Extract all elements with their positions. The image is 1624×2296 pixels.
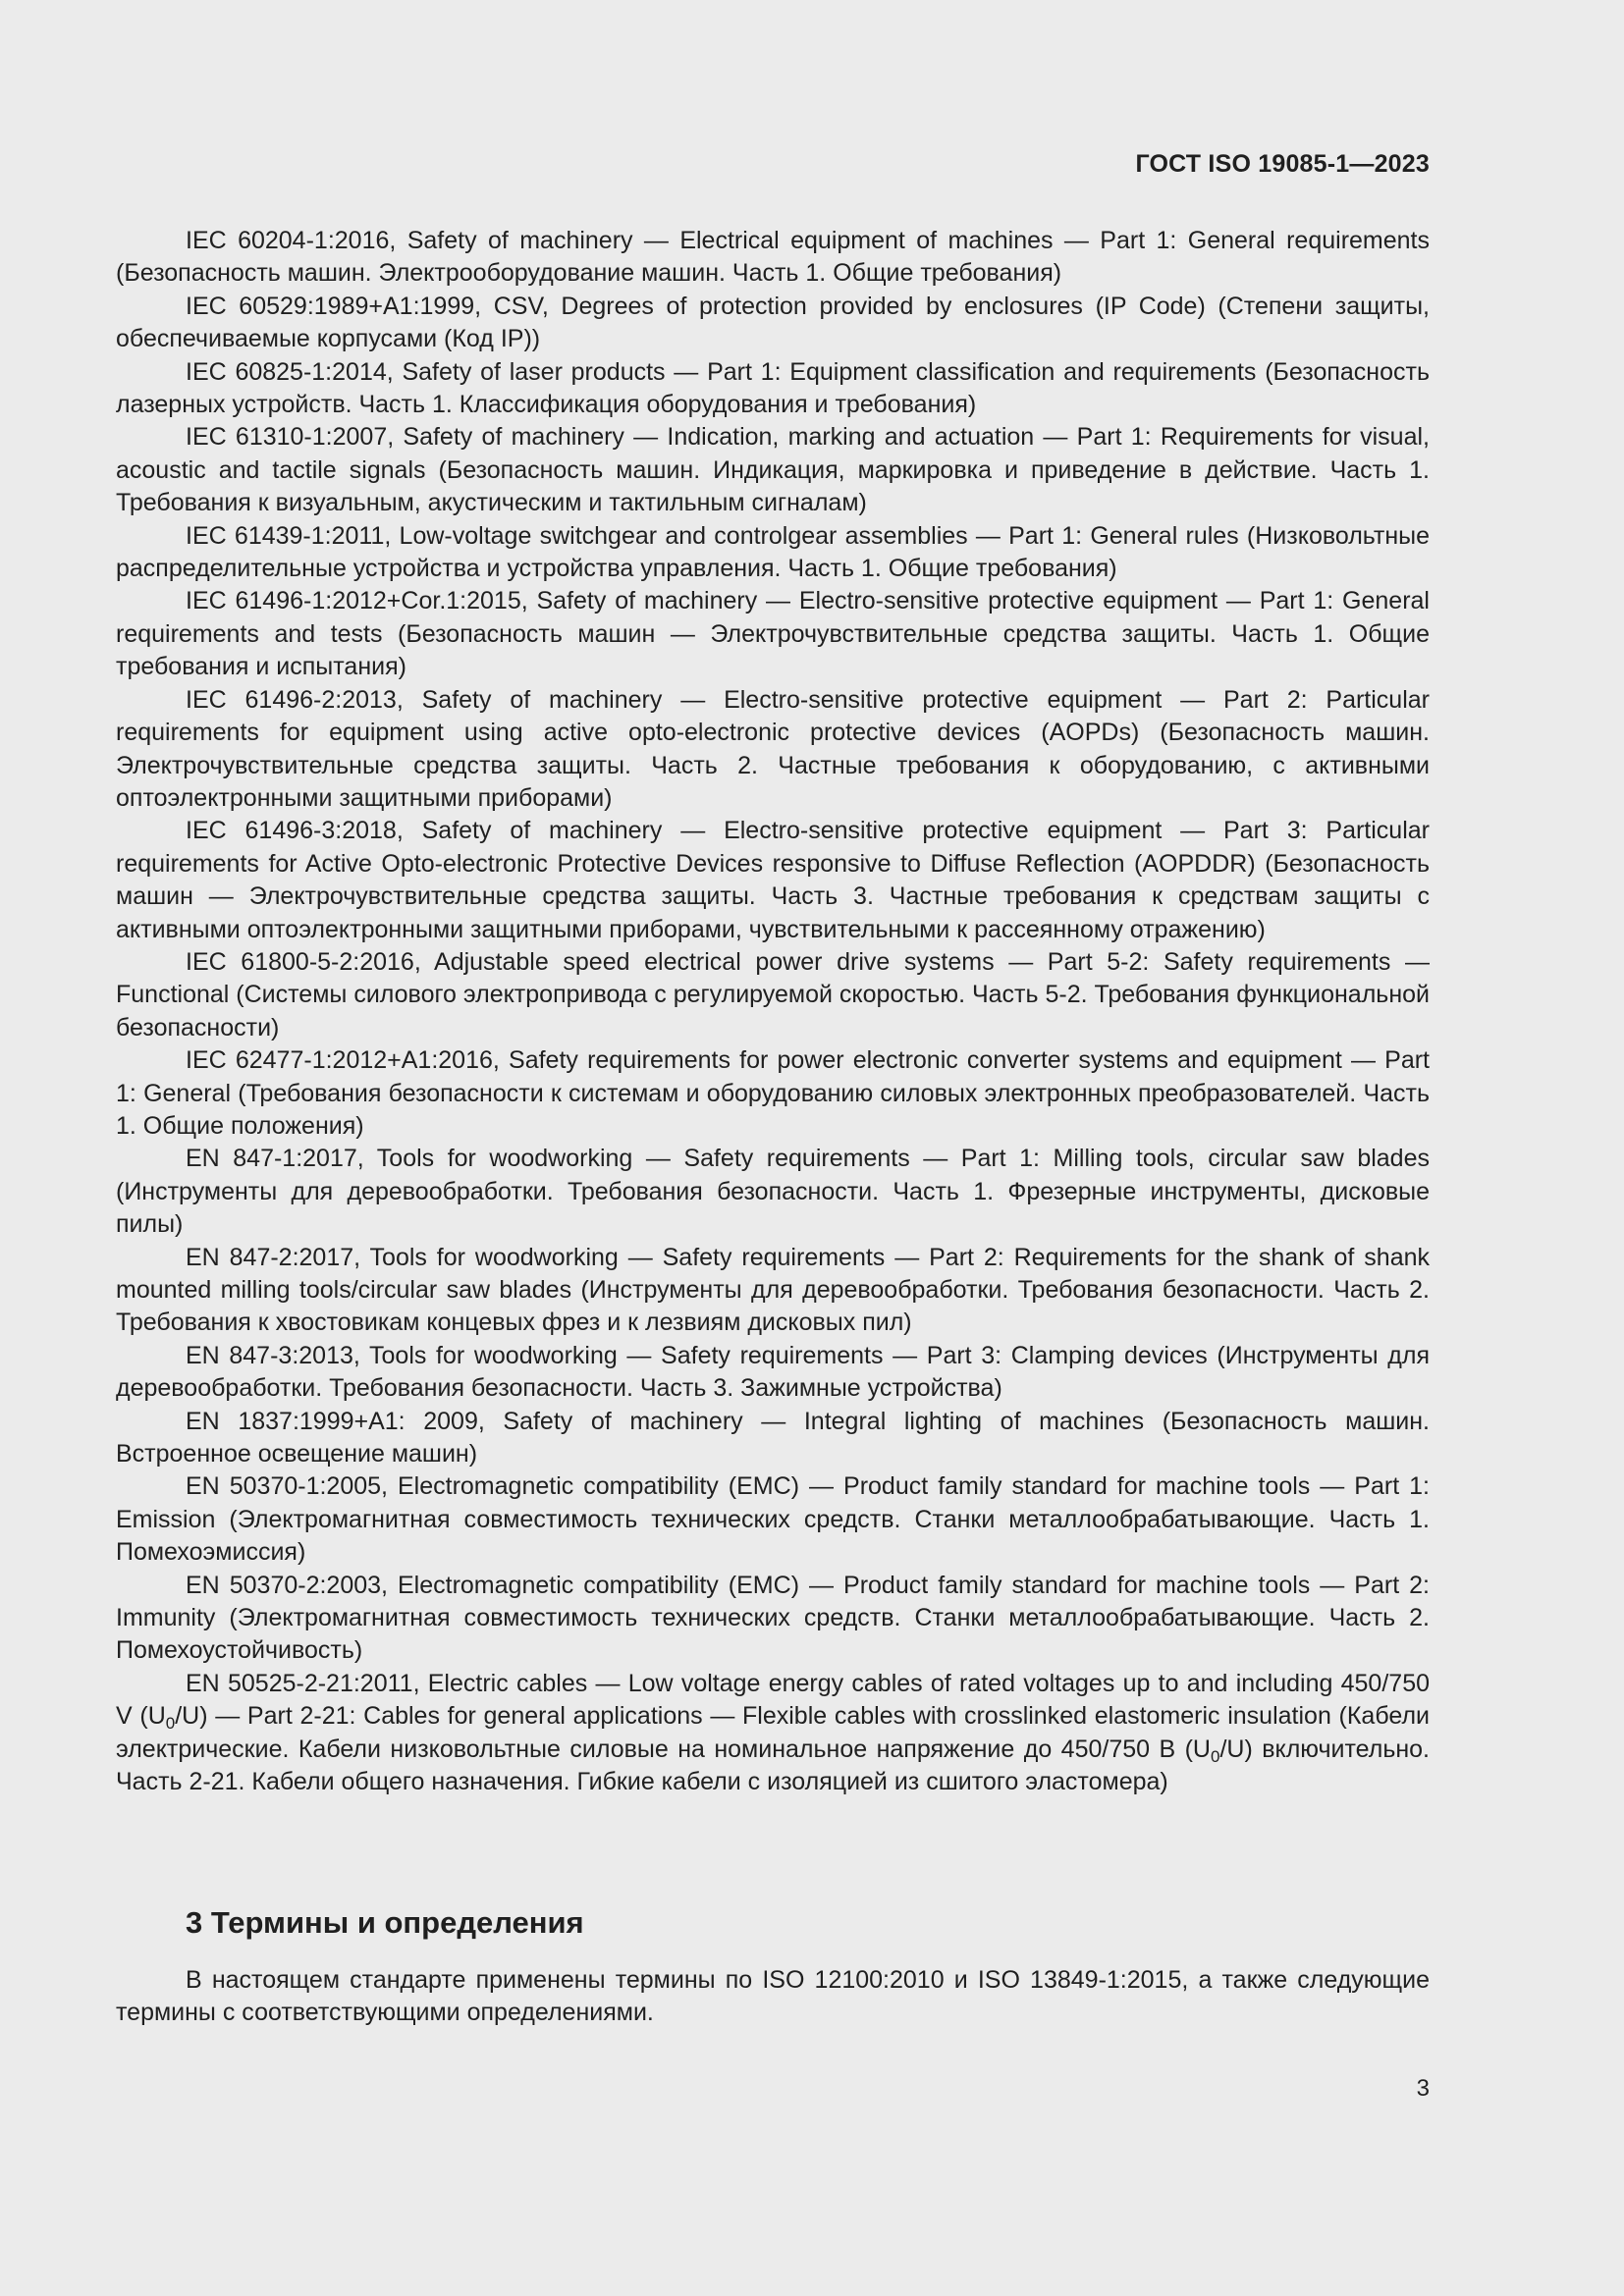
page-number: 3: [1416, 2075, 1430, 2102]
reference-item: IEC 61496-3:2018, Safety of machinery — Electro-sensitive protective equipment — Part 3: Particular requirements for Active Opto-electronic Protective Devices responsive to Diffuse Reflection (AOPDDR) (Безопасность машин — Электрочувствительные средства защиты. Часть 3. Частные требования к средствам защиты с активными оптоэлектронными защитными приборами, чувствительными к рассеянному отражению): [116, 817, 1430, 943]
reference-item-en50525: [116, 1668, 1430, 1799]
document-page: [116, 0, 1430, 2296]
section-heading: 3 Термины и определения: [186, 1905, 584, 1940]
reference-item: EN 847-3:2013, Tools for woodworking — Safety requirements — Part 3: Clamping devices (Инструменты для деревообработки. Требования безопасности. Часть 3. Зажимные устройства): [116, 1341, 1430, 1403]
reference-item: IEC 61496-2:2013, Safety of machinery — Electro-sensitive protective equipment — Part 2: Particular requirements for equipment using active opto-electronic protective devices (AOPDs) (Безопасность машин. Электрочувствительные средства защиты. Часть 2. Частные требования к оборудованию, с активными оптоэлектронными защитными приборами): [116, 685, 1430, 812]
reference-item: EN 847-2:2017, Tools for woodworking — Safety requirements — Part 2: Requirements for the shank of shank mounted milling tools/circular saw blades (Инструменты для деревообработки. Требования безопасности. Часть 2. Требования к хвостовикам концевых фрез и к лезвиям дисковых пил): [116, 1243, 1430, 1337]
document-header: ГОСТ ISO 19085-1—2023: [1135, 150, 1430, 178]
reference-text: /U) включительно. Часть 2-21. Кабели общего назначения. Гибкие кабели с изоляцией из сшитого эластомера): [116, 1735, 1431, 1796]
reference-text: /U) — Part 2-21: Cables for general applications — Flexible cables with crosslinked elastomeric insulation (Кабели электрические. Кабели низковольтные силовые на номинальное напряжение до 450/750 В (U: [116, 1702, 1430, 1763]
reference-item: IEC 60825-1:2014, Safety of laser products — Part 1: Equipment classification and requirements (Безопасность лазерных устройств. Часть 1. Классификация оборудования и требования): [116, 357, 1430, 419]
subscript: 0: [165, 1714, 176, 1734]
reference-item: EN 50370-2:2003, Electromagnetic compatibility (EMC) — Product family standard for machine tools — Part 2: Immunity (Электромагнитная совместимость технических средств. Станки металлообрабатывающие. Часть 2. Помехоустойчивость): [116, 1571, 1430, 1665]
normative-references-list: [116, 225, 1430, 1799]
reference-item: EN 50370-1:2005, Electromagnetic compatibility (EMC) — Product family standard for machine tools — Part 1: Emission (Электромагнитная совместимость технических средств. Станки металлообрабатывающие. Часть 1. Помехоэмиссия): [116, 1472, 1430, 1567]
reference-item: IEC 61310-1:2007, Safety of machinery — Indication, marking and actuation — Part 1: Requirements for visual, acoustic and tactile signals (Безопасность машин. Индикация, маркировка и приведение в действие. Часть 1. Требования к визуальным, акустическим и тактильным сигналам): [116, 423, 1430, 517]
reference-item: IEC 61439-1:2011, Low-voltage switchgear and controlgear assemblies — Part 1: General rules (Низковольтные распределительные устройства и устройства управления. Часть 1. Общие требования): [116, 521, 1430, 583]
reference-item: IEC 62477-1:2012+A1:2016, Safety requirements for power electronic converter systems and equipment — Part 1: General (Требования безопасности к системам и оборудованию силовых электронных преобразователей. Часть 1. Общие положения): [116, 1046, 1430, 1140]
reference-item: IEC 61496-1:2012+Cor.1:2015, Safety of machinery — Electro-sensitive protective equipment — Part 1: General requirements and tests (Безопасность машин — Электрочувствительные средства защиты. Часть 1. Общие требования и испытания): [116, 587, 1430, 681]
reference-text: EN 50525-2-21:2011, Electric cables — Low voltage energy cables of rated voltages up to and including 450/750 V (U: [116, 1669, 1430, 1731]
reference-item: IEC 60529:1989+A1:1999, CSV, Degrees of protection provided by enclosures (IP Code) (Степени защиты, обеспечиваемые корпусами (Код IP)): [116, 292, 1430, 353]
reference-item: EN 1837:1999+A1: 2009, Safety of machinery — Integral lighting of machines (Безопасность машин. Встроенное освещение машин): [116, 1407, 1430, 1468]
section-intro: В настоящем стандарте применены термины по ISO 12100:2010 и ISO 13849-1:2015, а также следующие термины с соответствующими определениями.: [116, 1966, 1430, 2027]
reference-item: EN 847-1:2017, Tools for woodworking — Safety requirements — Part 1: Milling tools, circular saw blades (Инструменты для деревообработки. Требования безопасности. Часть 1. Фрезерные инструменты, дисковые пилы): [116, 1145, 1430, 1239]
reference-item: IEC 60204-1:2016, Safety of machinery — Electrical equipment of machines — Part 1: General requirements (Безопасность машин. Электрооборудование машин. Часть 1. Общие требования): [116, 227, 1430, 288]
subscript: 0: [1210, 1746, 1220, 1766]
reference-item: IEC 61800-5-2:2016, Adjustable speed electrical power drive systems — Part 5-2: Safety requirements — Functional (Системы силового электропривода с регулируемой скоростью. Часть 5-2. Требования функциональной безопасности): [116, 947, 1430, 1041]
